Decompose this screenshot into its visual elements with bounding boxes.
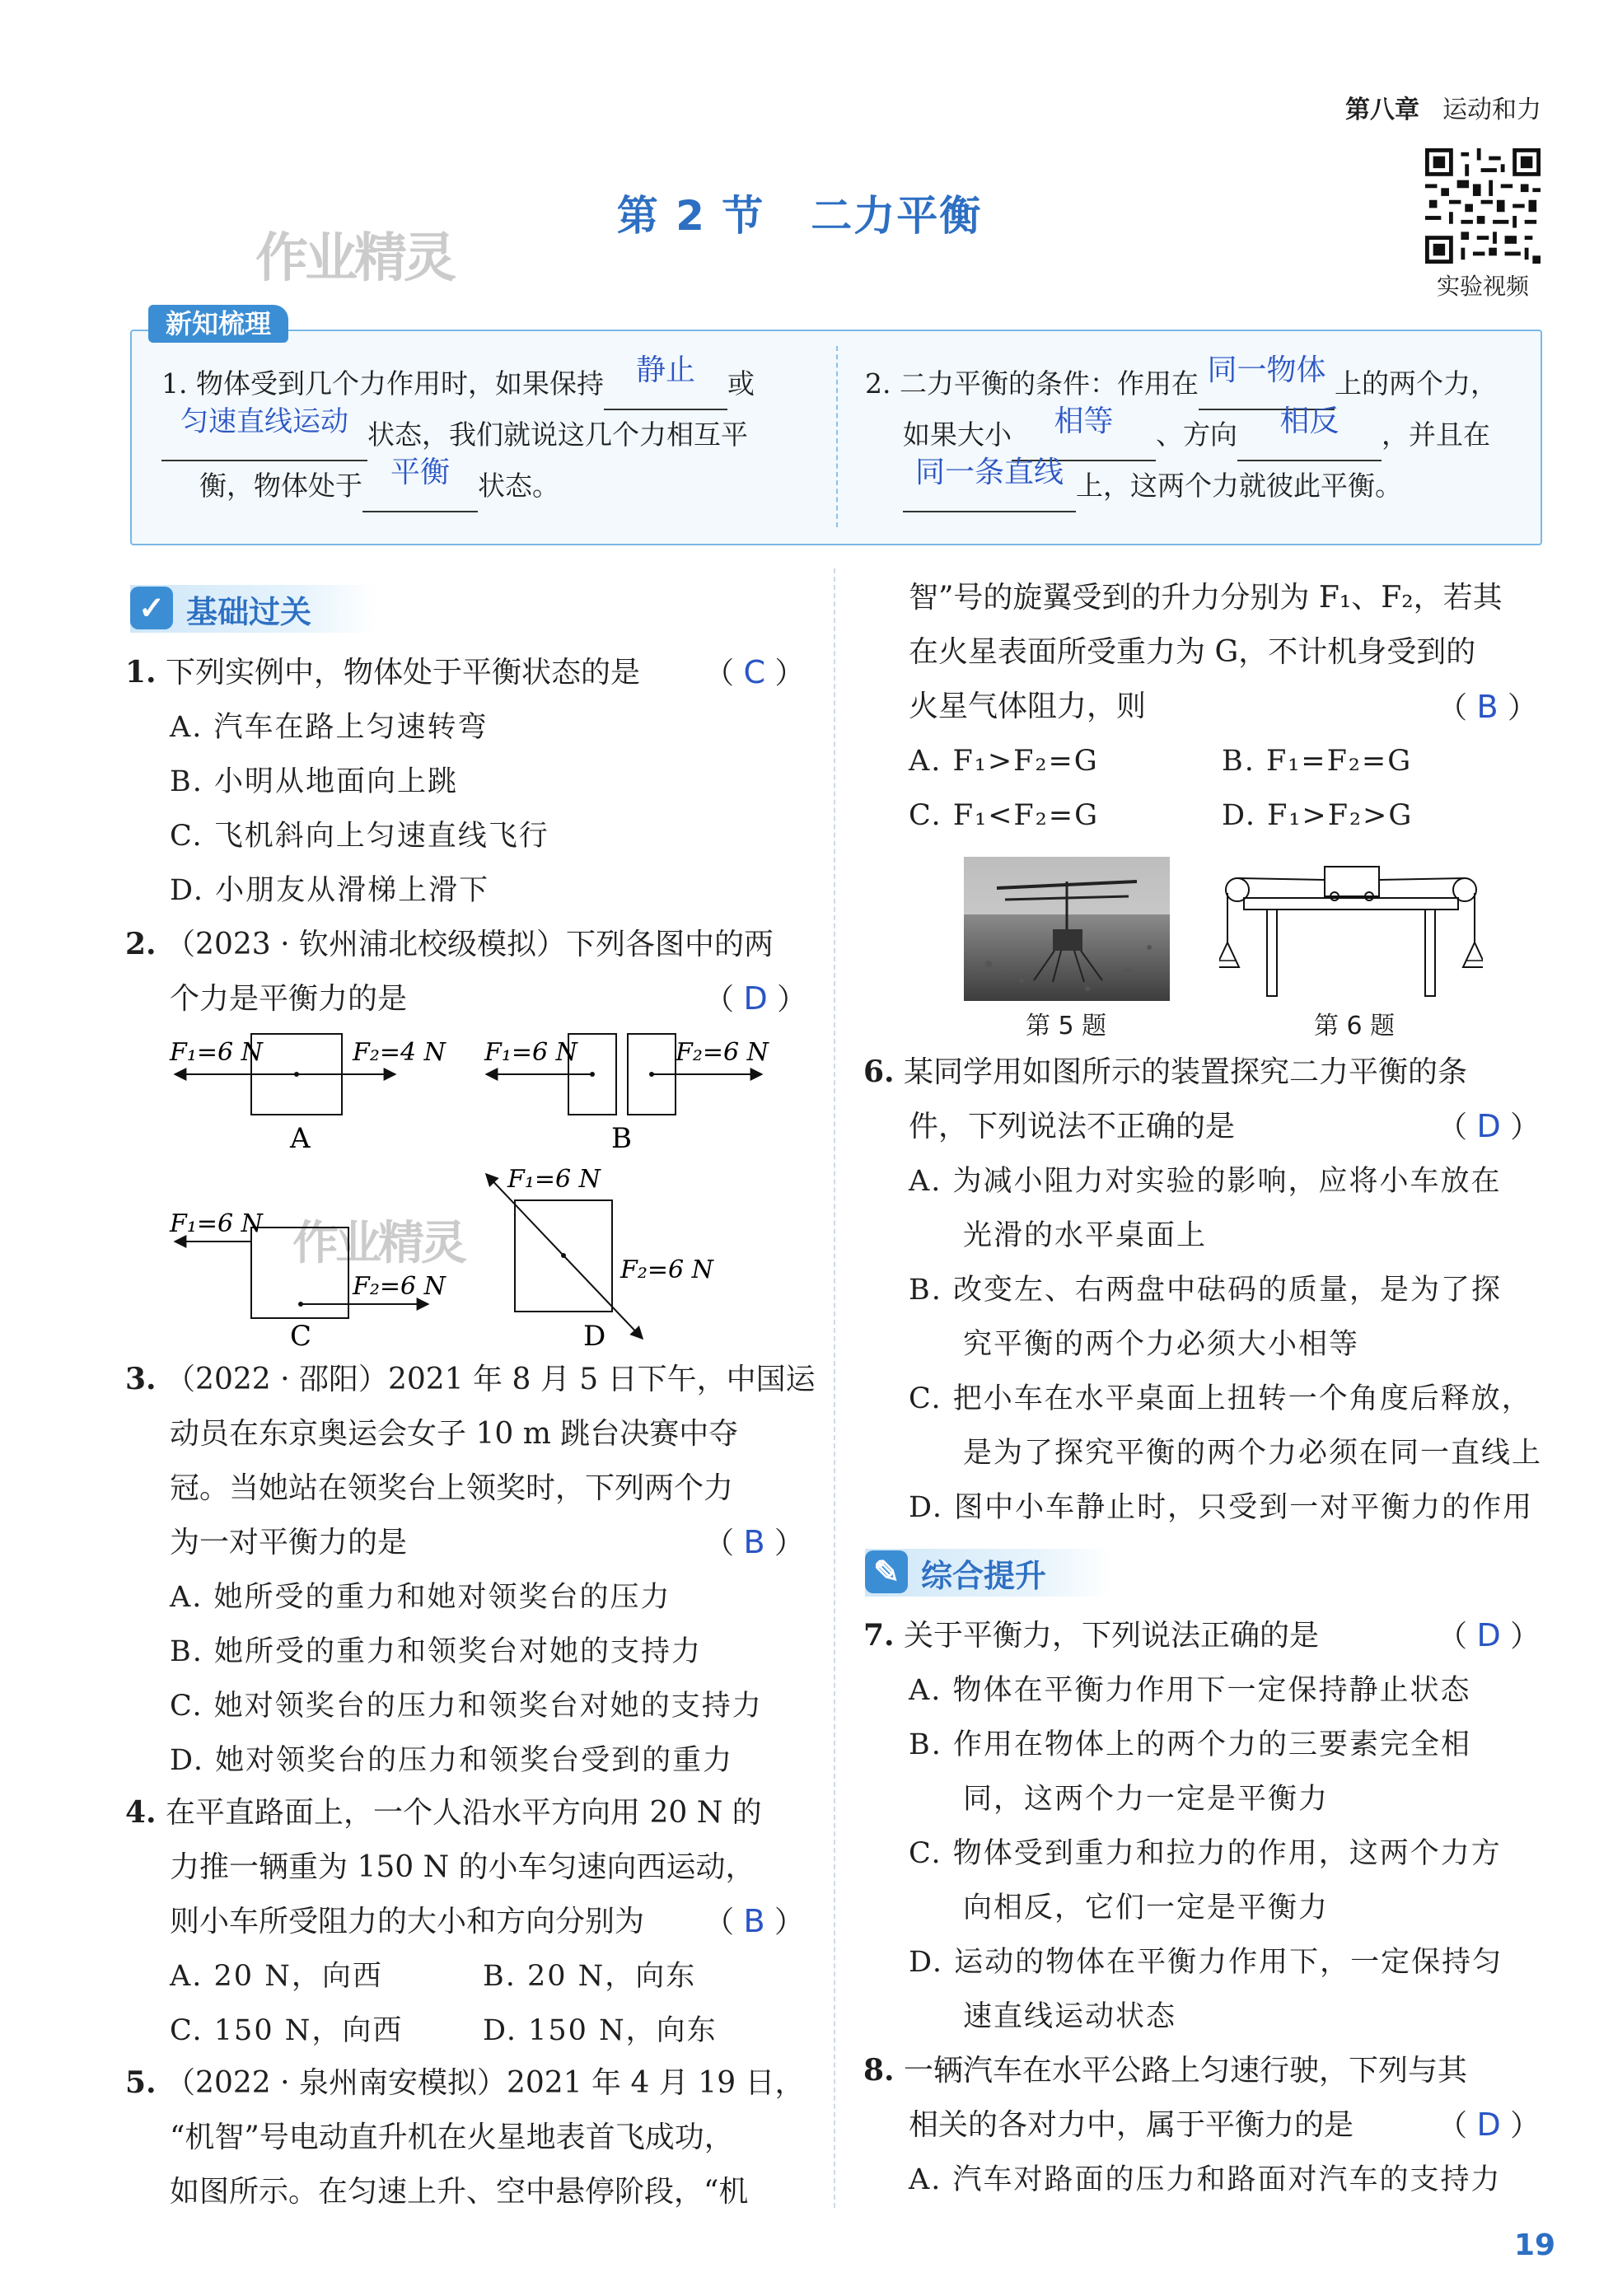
diagram-label: B (611, 1122, 632, 1155)
section-header-basic (130, 585, 377, 633)
question-number: 4. (125, 1795, 157, 1830)
force-diagrams (157, 1026, 832, 1355)
handwritten-answer: 静止 (635, 353, 695, 387)
checkbox-icon: ✓ (130, 587, 173, 629)
force-label-f1: F₁=6 N (484, 1038, 577, 1067)
option-a: A. 她所受的重力和她对领奖台的压力 (170, 1581, 671, 1614)
diagram-c (169, 1209, 447, 1353)
section-title-advanced: 综合提升 (921, 1558, 1047, 1594)
option-a: A. 汽车对路面的压力和路面对汽车的支持力 (909, 2163, 1502, 2196)
chapter-header (1345, 89, 1541, 125)
option-c: C. 她对领奖台的压力和领奖台对她的支持力 (170, 1690, 763, 1723)
summary-divider (836, 346, 838, 527)
handwritten-answer: C (743, 654, 765, 690)
diagram-b (484, 1034, 770, 1155)
option-c: C. 飞机斜向上匀速直线飞行 (170, 820, 549, 853)
option-d: D. 150 N，向东 (483, 2014, 718, 2047)
question-text: 关于平衡力，下列说法正确的是 (904, 1619, 1320, 1653)
option-b-cont: 究平衡的两个力必须大小相等 (963, 1328, 1360, 1361)
option-c-cont: 是为了探究平衡的两个力必须在同一直线上 (963, 1437, 1543, 1470)
question-text: 动员在东京奥运会女子 10 m 跳台决赛中夺 (170, 1417, 739, 1451)
summary-text: 2. 二力平衡的条件：作用在 (865, 367, 1199, 400)
answer-blank (604, 353, 727, 410)
question-text: （2022 · 邵阳）2021 年 8 月 5 日下午，中国运 (166, 1363, 816, 1396)
option-d: D. 她对领奖台的压力和领奖台受到的重力 (170, 1744, 734, 1777)
figure-label-5: 第 5 题 (1026, 1012, 1107, 1040)
summary-text: 1. 物体受到几个力作用时，如果保持 (161, 367, 604, 400)
option-b: B. 小明从地面向上跳 (170, 765, 458, 798)
force-label-f2: F₂=6 N (676, 1038, 769, 1067)
option-d: D. F₁>F₂>G (1222, 799, 1414, 832)
question-text: “机智”号电动直升机在火星地表首飞成功， (170, 2121, 734, 2154)
summary-text: 或 (727, 367, 755, 400)
question-text: 则小车所受阻力的大小和方向分别为 (170, 1905, 645, 1938)
force-label-f1: F₁=6 N (170, 1209, 263, 1238)
force-label-f2: F₂=6 N (620, 1256, 713, 1284)
question-text: 火星气体阻力，则 (909, 690, 1147, 723)
option-b: B. 她所受的重力和领奖台对她的支持力 (170, 1635, 702, 1668)
chapter-title: 运动和力 (1442, 96, 1541, 124)
question-5 (125, 2055, 805, 2219)
section-number: 第 2 节 (616, 192, 765, 240)
answer-blank (161, 405, 367, 461)
summary-text: 衡，物体处于 (199, 470, 362, 502)
question-4 (125, 1785, 765, 2058)
summary-item-1 (161, 353, 755, 512)
option-a: A. 为减小阻力对实验的影响，应将小车放在 (909, 1165, 1502, 1198)
summary-text: 状态。 (478, 470, 559, 502)
section-title: 二力平衡 (811, 192, 983, 240)
option-a: A. 20 N，向西 (170, 1960, 383, 1993)
question-text: 相关的各对力中，属于平衡力的是 (909, 2108, 1354, 2142)
question-text: 智”号的旋翼受到的升力分别为 F₁、F₂，若其 (909, 581, 1503, 615)
handwritten-answer: 相等 (1054, 404, 1114, 438)
question-2 (125, 917, 774, 1026)
option-d: D. 图中小车静止时，只受到一对平衡力的作用 (909, 1491, 1534, 1524)
question-number: 2. (125, 927, 157, 961)
diagram-d (486, 1165, 715, 1353)
handwritten-answer: 相反 (1279, 404, 1340, 438)
section-title-basic: 基础过关 (186, 594, 312, 630)
answer-bracket: （ D ） (1438, 1108, 1541, 1144)
question-text: （2022 · 泉州南安模拟）2021 年 4 月 19 日， (166, 2066, 805, 2100)
experiment-apparatus-diagram (1219, 857, 1483, 1001)
answer-bracket: （ C ） (704, 654, 805, 690)
question-number: 1. (125, 655, 157, 690)
option-c: C. 150 N，向西 (170, 2014, 404, 2047)
qr-label: 实验视频 (1436, 273, 1529, 300)
option-b-cont: 同，这两个力一定是平衡力 (963, 1783, 1330, 1816)
option-c: C. F₁<F₂=G (909, 799, 1100, 832)
question-text: 某同学用如图所示的装置探究二力平衡的条 (904, 1055, 1468, 1089)
option-c: C. 物体受到重力和拉力的作用，这两个力方 (909, 1837, 1502, 1870)
answer-bracket: （ D ） (1438, 1617, 1541, 1653)
answer-blank (903, 456, 1076, 512)
question-text: 一辆汽车在水平公路上匀速行驶，下列与其 (904, 2054, 1468, 2088)
column-divider (834, 568, 835, 2208)
handwritten-answer: 平衡 (390, 456, 450, 489)
question-number: 8. (863, 2053, 895, 2088)
mars-helicopter-photo (964, 857, 1170, 1001)
option-d: D. 运动的物体在平衡力作用下，一定保持匀 (909, 1946, 1503, 1979)
option-b: B. 作用在物体上的两个力的三要素完全相 (909, 1728, 1471, 1761)
question-text: 如图所示。在匀速上升、空中悬停阶段，“机 (170, 2175, 749, 2209)
handwritten-answer: B (1476, 689, 1498, 725)
option-b: B. 20 N，向东 (483, 1960, 697, 1993)
question-text: 个力是平衡力的是 (170, 982, 408, 1016)
question-text: 在火星表面所受重力为 G，不计机身受到的 (909, 635, 1476, 669)
answer-blank (1237, 404, 1382, 461)
option-d: D. 小朋友从滑梯上滑下 (170, 874, 490, 907)
question-number: 6. (863, 1054, 895, 1089)
summary-text: 上的两个力， (1334, 367, 1498, 400)
answer-blank (362, 456, 478, 512)
diagram-label: C (290, 1320, 312, 1353)
answer-bracket: （ B ） (704, 1524, 804, 1560)
question-text: 在平直路面上，一个人沿水平方向用 20 N 的 (166, 1796, 762, 1830)
handwritten-answer: D (1476, 1617, 1501, 1653)
summary-text: 、方向 (1156, 419, 1237, 451)
question-text: 下列实例中，物体处于平衡状态的是 (166, 656, 641, 690)
handwritten-answer: D (743, 980, 768, 1017)
option-a: A. 汽车在路上匀速转弯 (170, 711, 489, 744)
answer-bracket: （ B ） (704, 1903, 804, 1939)
summary-text: 上，这两个力就彼此平衡。 (1076, 470, 1402, 502)
question-1 (125, 645, 640, 918)
question-text: （2023 · 钦州浦北校级模拟）下列各图中的两 (166, 928, 774, 961)
option-d-cont: 速直线运动状态 (963, 2000, 1177, 2033)
answer-bracket: （ D ） (704, 980, 807, 1017)
question-number: 7. (863, 1618, 895, 1653)
watermark-logo: 作业精灵 (255, 228, 453, 289)
answer-bracket: （ B ） (1438, 689, 1537, 725)
question-5-continued (909, 571, 1503, 843)
summary-text: ，并且在 (1382, 419, 1490, 451)
force-label-f2: F₂=6 N (353, 1272, 446, 1301)
question-text: 冠。当她站在领奖台上领奖时，下列两个力 (170, 1471, 734, 1505)
option-b: B. 改变左、右两盘中砝码的质量，是为了探 (909, 1274, 1502, 1307)
option-a: A. F₁>F₂=G (909, 745, 1099, 778)
handwritten-answer: D (1476, 1108, 1501, 1144)
diagram-label: D (583, 1320, 606, 1353)
answer-bracket: （ D ） (1438, 2107, 1541, 2143)
question-7 (863, 1608, 1503, 2044)
question-number: 5. (125, 2065, 157, 2100)
handwritten-answer: 同一条直线 (914, 456, 1064, 489)
handwritten-answer: B (743, 1524, 765, 1560)
summary-tag: 新知梳理 (148, 305, 288, 343)
question-text: 力推一辆重为 150 N 的小车匀速向西运动， (170, 1850, 755, 1884)
question-8 (863, 2043, 1502, 2207)
chapter-number: 第八章 (1345, 96, 1419, 124)
page-title (0, 183, 1599, 242)
handwritten-answer: 匀速直线运动 (180, 405, 348, 438)
watermark-logo: 作业精灵 (292, 1217, 464, 1270)
question-text: 件，下列说法不正确的是 (909, 1110, 1236, 1143)
option-c-cont: 向相反，它们一定是平衡力 (963, 1892, 1330, 1924)
option-c: C. 把小车在水平桌面上扭转一个角度后释放， (909, 1382, 1532, 1415)
summary-item-2 (865, 353, 1498, 512)
force-label-f1: F₁=6 N (507, 1165, 601, 1194)
option-b: B. F₁=F₂=G (1222, 745, 1413, 778)
page-number: 19 (1514, 2228, 1556, 2262)
summary-text: 状态，我们就说这几个力相互平 (367, 419, 748, 451)
option-a-cont: 光滑的水平桌面上 (963, 1219, 1208, 1252)
force-label-f2: F₂=4 N (353, 1038, 446, 1067)
question-number: 3. (125, 1362, 157, 1396)
handwritten-answer: D (1476, 2107, 1501, 2143)
handwritten-answer: 同一物体 (1207, 353, 1326, 387)
diagram-label: A (290, 1122, 311, 1155)
handwritten-answer: B (743, 1903, 765, 1939)
diagram-a (169, 1034, 447, 1155)
summary-text: 如果大小 (903, 419, 1012, 451)
option-a: A. 物体在平衡力作用下一定保持静止状态 (909, 1674, 1471, 1707)
question-text: 为一对平衡力的是 (170, 1526, 408, 1560)
section-header-advanced (865, 1549, 1112, 1597)
figure-label-6: 第 6 题 (1314, 1012, 1396, 1040)
force-label-f1: F₁=6 N (170, 1038, 263, 1067)
pencil-icon: ✎ (865, 1550, 908, 1593)
